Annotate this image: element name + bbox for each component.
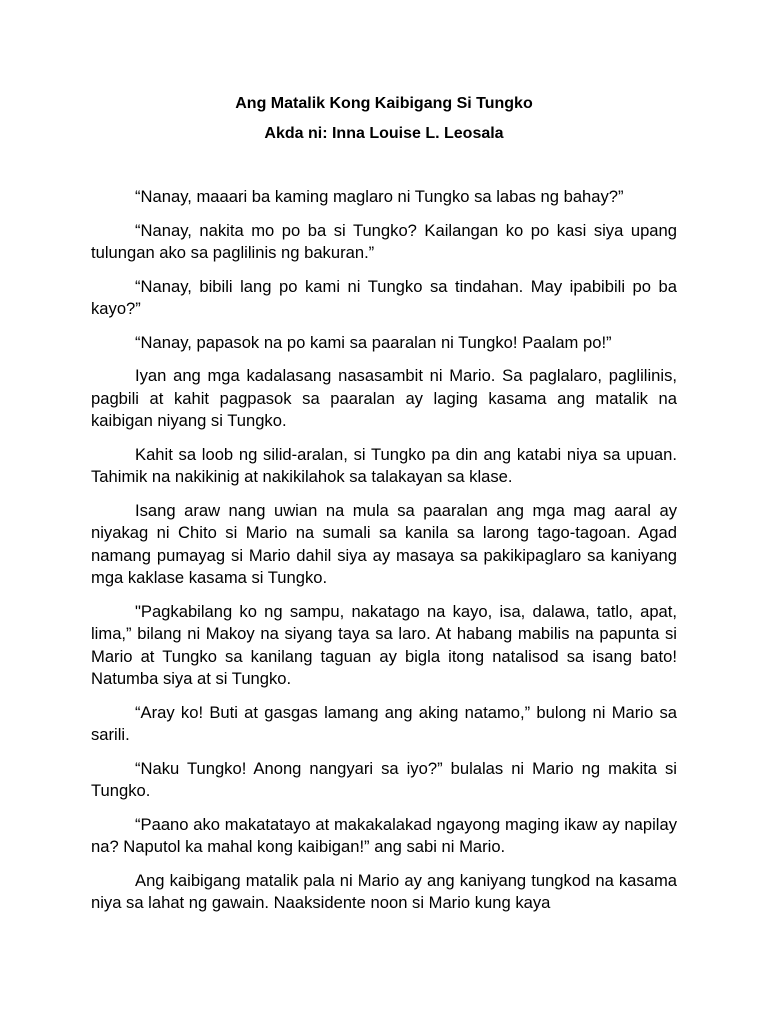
paragraph-1: “Nanay, maaari ba kaming maglaro ni Tungko sa labas ng bahay?” [135,187,624,206]
paragraph-12: Ang kaibigang matalik pala ni Mario ay ang kaniyang tungkod na kasama niya sa lahat ng gawain. Naaksidente noon si Mario kung kaya [91,870,677,912]
story-title: Ang Matalik Kong Kaibigang Si Tungko [235,95,533,112]
author-line: Akda ni: Inna Louise L. Leosala [264,125,504,142]
paragraph-5: Iyan ang mga kadalasang nasasambit ni Mario. Sa paglalaro, paglilinis, pagbili at kahit pagpasok sa paaralan ay laging kasama ang matalik na kaibigan niyang si Tungko. [91,366,677,430]
paragraph-11: “Paano ako makatatayo at makakalakad ngayong maging ikaw ay napilay na? Naputol ka mahal kong kaibigan!” ang sabi ni Mario. [91,814,677,856]
paragraph-3: “Nanay, bibili lang po kami ni Tungko sa tindahan. May ipabibili po ba kayo?” [91,276,677,318]
paragraph-8: "Pagkabilang ko ng sampu, nakatago na kayo, isa, dalawa, tatlo, apat, lima,” bilang ni Makoy na siyang taya sa laro. At habang mabilis na papunta si Mario at Tungko sa kanilang taguan ay bigla itong natalisod sa isang bato! Natumba siya at si Tungko. [91,601,677,688]
paragraph-2: “Nanay, nakita mo po ba si Tungko? Kailangan ko po kasi siya upang tulungan ako sa paglilinis ng bakuran.” [91,220,677,262]
paragraph-6: Kahit sa loob ng silid-aralan, si Tungko pa din ang katabi niya sa upuan. Tahimik na nakikinig at nakikilahok sa talakayan sa klase. [91,444,677,486]
paragraph-9: “Aray ko! Buti at gasgas lamang ang aking natamo,” bulong ni Mario sa sarili. [91,702,677,744]
paragraph-4: “Nanay, papasok na po kami sa paaralan ni Tungko! Paalam po!” [135,332,612,352]
paragraph-10: “Naku Tungko! Anong nangyari sa iyo?” bulalas ni Mario ng makita si Tungko. [91,758,677,800]
story-body [91,186,677,915]
paragraph-7: Isang araw nang uwian na mula sa paaralan ang mga mag aaral ay niyakag ni Chito si Mario na sumali sa kanila sa larong tago-tagoan. Agad namang pumayag si Mario dahil siya ay masaya sa pakikipaglaro sa kaniyang mga kaklase kasama si Tungko. [91,500,677,587]
